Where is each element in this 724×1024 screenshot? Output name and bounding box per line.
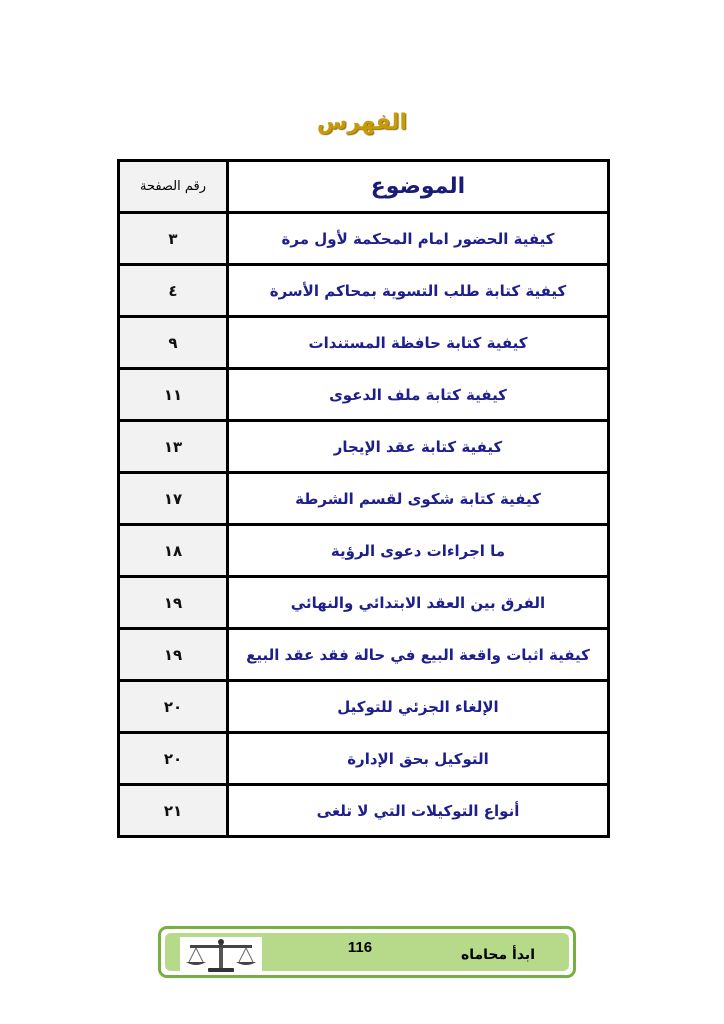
- toc-page-number: ١١: [119, 369, 228, 421]
- header-page-number: رقم الصفحة: [119, 161, 228, 213]
- toc-row: [119, 785, 609, 837]
- toc-topic: كيفية كتابة عقد الإيجار: [228, 421, 609, 473]
- toc-page-number: ١٨: [119, 525, 228, 577]
- scales-of-justice-icon: [180, 937, 262, 975]
- toc-row: [119, 265, 609, 317]
- toc-row: [119, 369, 609, 421]
- toc-topic: كيفية اثبات واقعة البيع في حالة فقد عقد البيع: [228, 629, 609, 681]
- toc-topic: أنواع التوكيلات التي لا تلغى: [228, 785, 609, 837]
- toc-topic: الفرق بين العقد الابتدائي والنهائي: [228, 577, 609, 629]
- toc-row: [119, 733, 609, 785]
- toc-topic: كيفية كتابة حافظة المستندات: [228, 317, 609, 369]
- toc-topic: ما اجراءات دعوى الرؤية: [228, 525, 609, 577]
- toc-page-number: ٩: [119, 317, 228, 369]
- footer-page-number: 116: [347, 939, 373, 956]
- toc-page-number: ٢١: [119, 785, 228, 837]
- footer-panel: [165, 933, 569, 971]
- toc-header-row: [119, 161, 609, 213]
- toc-page-number: ١٧: [119, 473, 228, 525]
- page-title: الفهرس: [316, 110, 408, 135]
- toc-row: [119, 473, 609, 525]
- toc-body: [119, 161, 609, 837]
- toc-row: [119, 213, 609, 265]
- header-topic: الموضوع: [228, 161, 609, 213]
- toc-row: [119, 681, 609, 733]
- toc-page-number: ٤: [119, 265, 228, 317]
- toc-page-number: ١٣: [119, 421, 228, 473]
- toc-topic: الإلغاء الجزئي للتوكيل: [228, 681, 609, 733]
- toc-page-number: ٣: [119, 213, 228, 265]
- toc-topic: كيفية كتابة ملف الدعوى: [228, 369, 609, 421]
- toc-page-number: ١٩: [119, 629, 228, 681]
- footer-bar: [158, 926, 576, 978]
- toc-topic: كيفية كتابة شكوى لقسم الشرطة: [228, 473, 609, 525]
- toc-row: [119, 629, 609, 681]
- toc-row: [119, 577, 609, 629]
- toc-page-number: ٢٠: [119, 681, 228, 733]
- toc-topic: كيفية كتابة طلب التسوية بمحاكم الأسرة: [228, 265, 609, 317]
- toc-row: [119, 525, 609, 577]
- toc-topic: كيفية الحضور امام المحكمة لأول مرة: [228, 213, 609, 265]
- toc-row: [119, 421, 609, 473]
- toc-table: [117, 159, 610, 838]
- toc-topic: التوكيل بحق الإدارة: [228, 733, 609, 785]
- footer-brand-text: ابدأ محاماه: [460, 947, 535, 963]
- toc-page-number: ١٩: [119, 577, 228, 629]
- toc-page-number: ٢٠: [119, 733, 228, 785]
- toc-row: [119, 317, 609, 369]
